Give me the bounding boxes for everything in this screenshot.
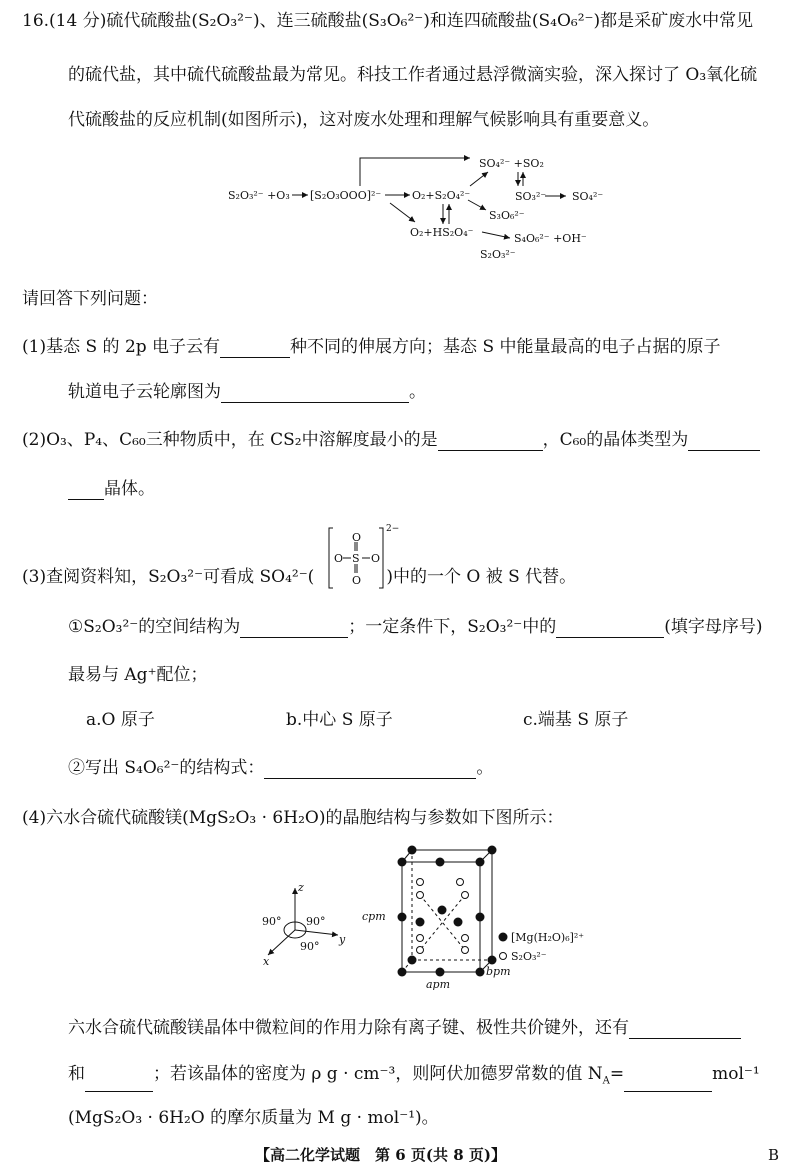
angle-right: 90° [306,915,326,928]
s2o3-ion [417,879,424,886]
mg-ion [408,846,417,855]
q3-option-b: b.中心 S 原子 [286,710,393,730]
s2o3-ion [457,879,464,886]
q3-sub1-a: ①S₂O₃²⁻的空间结构为 [68,617,241,637]
cell-a-label: apm [426,978,451,990]
paper-version: B [768,1146,780,1164]
q4-text-2-c: = [609,1064,625,1084]
q1-part-b: 种不同的伸展方向；基态 S 中能量最高的电子占据的原子 [290,337,721,357]
sulfate-o-right: O [371,552,381,565]
q3-part-b: )中的一个 O 被 S 代替。 [386,567,577,587]
legend-s2o3-label: S₂O₃²⁻ [511,950,547,963]
na-subscript: A [602,1075,610,1087]
scheme-reactants: S₂O₃²⁻ +O₃ [228,189,290,202]
q1-part-c: 轨道电子云轮廓图为 [68,382,221,402]
sulfate-charge: 2− [386,524,400,534]
mg-ion [436,858,445,867]
mg-ion [398,913,407,922]
cell-c-label: cpm [362,910,386,923]
axis-y-line [295,930,338,935]
s2o3-ion [462,947,469,954]
prompt-text: 请回答下列问题： [22,289,158,309]
q4-line-3: (MgS₂O₃ · 6H₂O 的摩尔质量为 M g · mol⁻¹)。 [68,1108,439,1128]
q4-blank-3[interactable] [624,1073,712,1092]
q3-sub1-c: (填字母序号) [664,617,763,637]
angle-left: 90° [262,915,282,928]
q3-sub1-b: ；一定条件下，S₂O₃²⁻中的 [348,617,557,637]
scheme-o2-hs2o4: O₂+HS₂O₄⁻ [410,226,474,239]
cell-b-label: bpm [486,965,511,978]
q4-text-1: 六水合硫代硫酸镁晶体中微粒间的作用力除有离子键、极性共价键外，还有 [68,1018,629,1038]
sulfate-o-bottom: O [352,574,362,587]
q4-text-2-a: 和 [68,1064,85,1084]
scheme-s4o6-oh: S₄O₆²⁻ +OH⁻ [514,232,587,245]
q4-blank-1[interactable] [629,1020,741,1039]
q4-intro: (4)六水合硫代硫酸镁(MgS₂O₃ · 6H₂O)的晶胞结构与参数如下图所示： [22,808,564,828]
page-footer: 【高二化学试题 第 6 页(共 8 页)】 [255,1146,506,1164]
mg-ion [454,918,463,927]
scheme-so4-b: SO₄²⁻ [572,190,604,203]
question-header: 16.(14 分)硫代硫酸盐(S₂O₃²⁻)、连三硫酸盐(S₃O₆²⁻)和连四硫酸盐(S₄O₆²⁻)都是采矿废水中常见 [22,11,754,31]
mg-ion [476,968,485,977]
q4-line-1 [68,1017,741,1039]
scheme-intermediate: [S₂O₃OOO]²⁻ [310,189,382,202]
legend-s2o3-marker [500,953,507,960]
sulfate-o-top: O [352,531,362,544]
mg-ion [438,906,447,915]
s2o3-ion [462,935,469,942]
q2-part-c: 晶体。 [104,479,155,499]
q4-text-2-b: ；若该晶体的密度为 ρ g · cm⁻³，则阿伏加德罗常数的值 N [153,1064,603,1084]
scheme-s3o6: S₃O₆²⁻ [489,209,525,222]
s2o3-ion [417,947,424,954]
q3-option-a: a.O 原子 [86,710,155,730]
q1-end: 。 [409,382,426,402]
scheme-s2o3-b: S₂O₃²⁻ [480,248,516,261]
axis-z-label: z [298,881,304,894]
mg-ion [398,968,407,977]
q4-line-2 [68,1063,760,1092]
s2o3-ion [417,892,424,899]
axis-x-line [268,930,295,955]
s2o3-ion [417,935,424,942]
q3-sub1-line-2: 最易与 Ag⁺配位； [68,665,208,685]
question-intro-line-3: 代硫酸盐的反应机制(如图所示)，这对废水处理和理解气候影响具有重要意义。 [68,110,660,130]
angle-bottom: 90° [300,940,320,953]
mg-ion [416,918,425,927]
legend-mg-label: [Mg(H₂O)₆]²⁺ [511,931,585,944]
q4-text-2-d: mol⁻¹ [712,1064,760,1084]
mg-ion [398,858,407,867]
q3-option-c: c.端基 S 原子 [523,710,629,730]
scheme-so4-so2: SO₄²⁻ +SO₂ [479,157,544,170]
q3-end: 。 [476,758,494,778]
q3-part-a: (3)查阅资料知，S₂O₃²⁻可看成 SO₄²⁻( [22,567,315,587]
mg-ion [488,956,497,965]
mg-ion [476,913,485,922]
q3-sub2: ②写出 S₄O₆²⁻的结构式： [68,758,265,778]
s2o3-ion [462,892,469,899]
axis-x-label: x [263,955,270,968]
q1-part-a: (1)基态 S 的 2p 电子云有 [22,337,221,357]
sulfate-s-center: S [352,552,360,565]
sulfate-o-left: O [334,552,344,565]
mg-ion [408,956,417,965]
mg-ion [436,968,445,977]
q2-part-b: ，C₆₀的晶体类型为 [542,430,689,450]
mg-ion [476,858,485,867]
scheme-o2-s2o4: O₂+S₂O₄²⁻ [412,189,471,202]
mg-ion [488,846,497,855]
q4-blank-2[interactable] [85,1073,153,1092]
legend-mg-marker [499,933,508,942]
question-intro-line-2: 的硫代盐，其中硫代硫酸盐最为常见。科技工作者通过悬浮微滴实验，深入探讨了 O₃氧化硫 [68,65,758,85]
scheme-so3: SO₃²⁻ [515,190,547,203]
q2-part-a: (2)O₃、P₄、C₆₀三种物质中，在 CS₂中溶解度最小的是 [22,430,438,450]
axis-y-label: y [339,933,346,946]
